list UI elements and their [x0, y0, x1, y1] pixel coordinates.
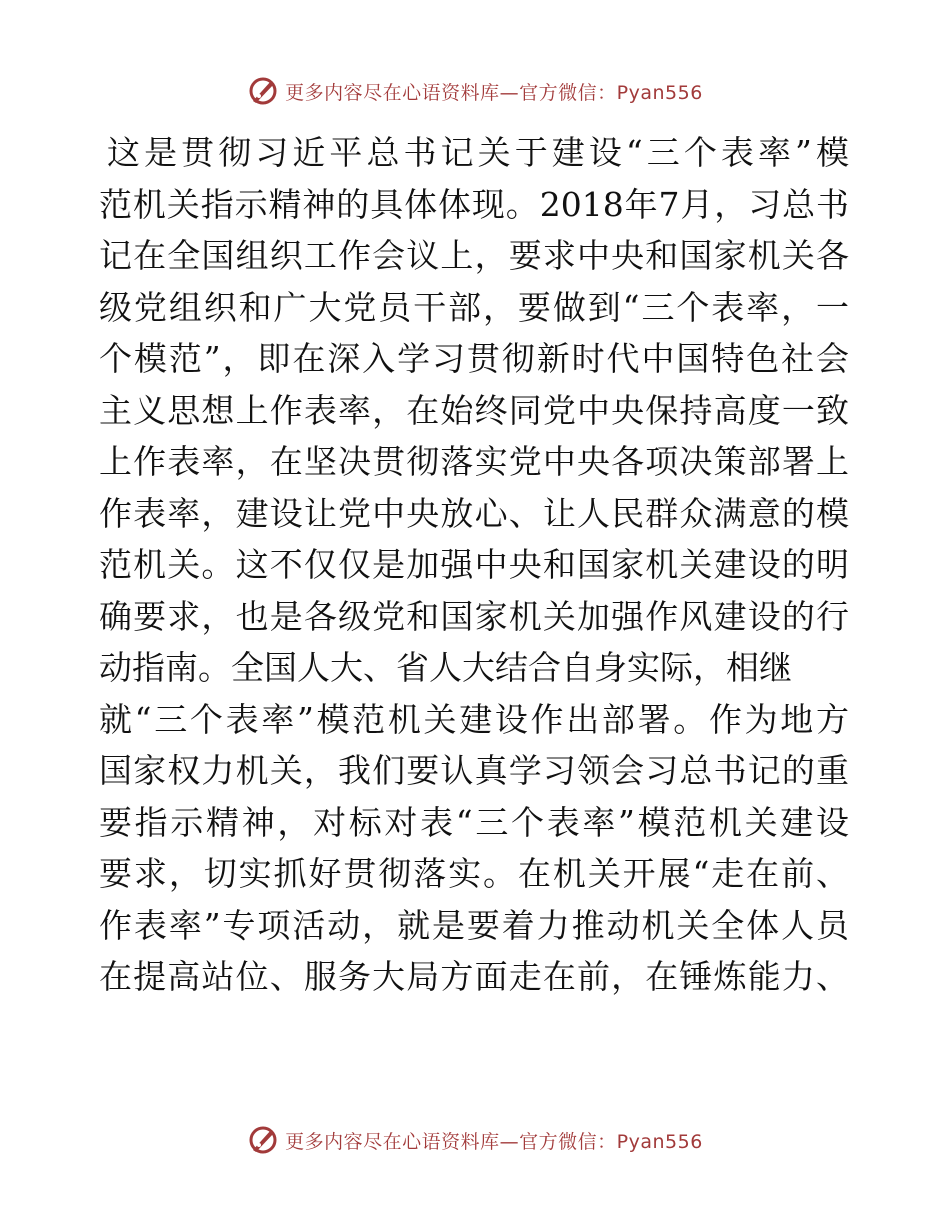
body-line: 动指南。全国人大、省人大结合自身实际，相继 [99, 648, 792, 687]
body-line: 国家权力机关，我们要认真学习领会习总书记的重 [99, 751, 849, 790]
quill-circle-logo-icon [247, 75, 279, 107]
body-line: 要求，切实抓好贯彻落实。在机关开展“走在前、 [99, 854, 849, 893]
quill-circle-logo-icon [247, 1124, 279, 1156]
body-line: 主义思想上作表率，在始终同党中央保持高度一致 [99, 390, 849, 430]
body-line: 确要求，也是各级党和国家机关加强作风建设的行 [99, 596, 849, 636]
body-line: 范机关。这不仅仅是加强中央和国家机关建设的明 [99, 545, 849, 584]
body-line: 记在全国组织工作会议上，要求中央和国家机关各 [99, 236, 849, 275]
footer-watermark [0, 1120, 950, 1160]
body-line: 级党组织和广大党员干部，要做到“三个表率，一 [99, 287, 849, 327]
body-line: 就“三个表率”模范机关建设作出部署。作为地方 [99, 699, 849, 739]
body-line: 这是贯彻习近平总书记关于建设“三个表率”模 [107, 133, 849, 172]
header-watermark [0, 71, 950, 111]
body-line: 作表率，建设让党中央放心、让人民群众满意的模 [99, 493, 849, 533]
body-line: 在提高站位、服务大局方面走在前，在锤炼能力、 [99, 957, 849, 996]
body-line: 要指示精神，对标对表“三个表率”模范机关建设 [99, 802, 849, 842]
body-line: 个模范”，即在深入学习贯彻新时代中国特色社会 [99, 339, 849, 378]
watermark-text: 更多内容尽在心语资料库—官方微信：Pyan556 [285, 81, 703, 104]
body-line: 作表率”专项活动，就是要着力推动机关全体人员 [99, 905, 849, 945]
body-line: 上作表率，在坚决贯彻落实党中央各项决策部署上 [99, 442, 849, 481]
body-line: 范机关指示精神的具体体现。2018年7月，习总书 [99, 184, 849, 224]
document-body [99, 127, 849, 1003]
watermark-text: 更多内容尽在心语资料库—官方微信：Pyan556 [285, 1130, 703, 1153]
